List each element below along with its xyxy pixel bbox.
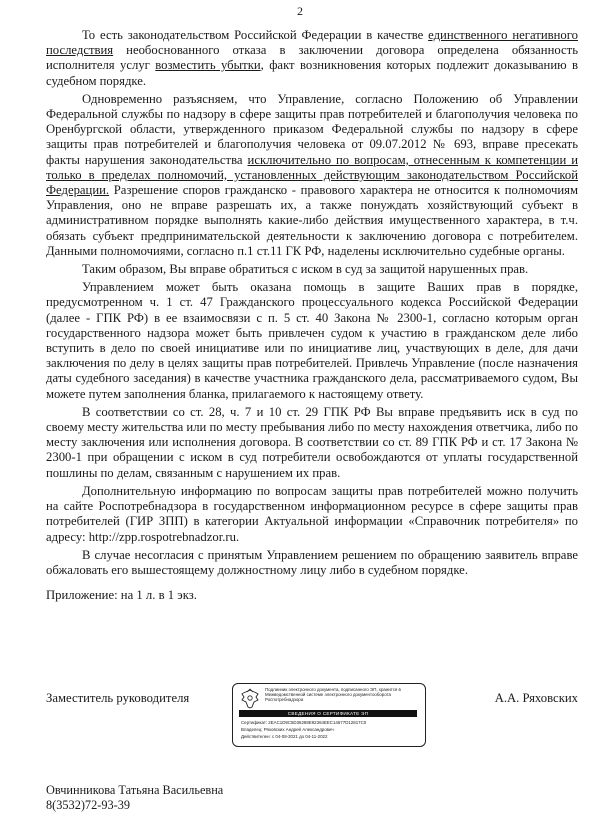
- paragraph-2-text-b: Разрешение споров гражданско - правового характера не относится к полномочиям Управления, оно не вправе разрешать их, а также понуждать хозяйствующий субъект в административном порядке выполнять какие-либо действия имущественного характера, в т.ч. обязать субъект предпринимательской деятельности к заключению договора с потребителем. Данными полномочиями, согласно п.1 ст.11 ГК РФ, наделены исключительно судебные органы.: [46, 183, 578, 258]
- letter-body: [46, 28, 578, 606]
- stamp-owner: Владелец: Ряховских Андрей Александрович: [241, 726, 334, 732]
- executor-block: [46, 783, 223, 813]
- stamp-certificate: Сертификат: 2EAC1D9C5D36288E92364EEC14677D12817C0: [241, 720, 367, 725]
- paragraph-2: [46, 92, 578, 259]
- electronic-signature-stamp: [232, 683, 426, 747]
- paragraph-6: Дополнительную информацию по вопросам защиты прав потребителей можно получить на сайте Роспотребнадзора в государственном информационном ресурсе в сфере защиты прав потребителей (ГИР ЗПП) в категории Актуальной информации «Справочник потребителя» по адресу: http://zpp.rospotrebnadzor.ru.: [46, 483, 578, 544]
- paragraph-1-text-a: То есть законодательством Российской Федерации в качестве: [82, 28, 429, 42]
- paragraph-1-text-b: необоснованного отказа в заключении договора определена обязанность исполнителя услуг: [46, 43, 578, 73]
- stamp-note: Подлинник электронного документа, подписанного ЭП, хранится в Межведомственной системе электронного документооборота Роспотребнадзора: [265, 687, 401, 703]
- coat-of-arms-icon: [239, 688, 261, 710]
- signer-name: А.А. Ряховских: [494, 691, 578, 705]
- paragraph-4: Управлением может быть оказана помощь в защите Ваших прав в порядке, предусмотренном ч. 1 ст. 47 Гражданского процессуального кодекса Российской Федерации (далее - ГПК РФ) в ее взаимосвязи с п. 5 ст. 40 Закона № 2300-1, согласно которым орган государственного надзора может быть привлечен судом к участию в гражданском деле либо вступить в дело по своей инициативе или по инициативе лиц, участвующих в деле, для дачи заключения по делу в целях защиты прав потребителей. Привлечь Управление (после назначения даты судебного заседания) в качестве участника гражданского дела, рассматриваемого судом, Вы можете путем заполнения бланка, прилагаемого к настоящему ответу.: [46, 280, 578, 401]
- paragraph-1-underline-a: единственного негативного последствия: [46, 28, 578, 58]
- paragraph-1-underline-b: возместить убытки: [155, 58, 261, 73]
- stamp-validity: Действителен: с 04-08-2021 до 04-11-2022: [241, 733, 328, 739]
- stamp-details: [241, 720, 419, 740]
- paragraph-2-underline: исключительно по вопросам, отнесенным к компетенции и только в пределах полномочий, установленных действующим законодательством Российской Федерации.: [46, 152, 578, 198]
- executor-name: Овчинникова Татьяна Васильевна: [46, 783, 224, 797]
- paragraph-3: Таким образом, Вы вправе обратиться с иском в суд за защитой нарушенных прав.: [82, 262, 529, 277]
- executor-phone: 8(3532)72-93-39: [46, 798, 131, 812]
- paragraph-1: [46, 28, 578, 89]
- paragraph-5: В соответствии со ст. 28, ч. 7 и 10 ст. 29 ГПК РФ Вы вправе предъявить иск в суд по своему месту жительства или по месту пребывания либо по месту нахождения ответчика, либо по месту заключения или исполнения договора. В соответствии со ст. 89 ГПК РФ и ст. 17 Закона № 2300-1 при обращении с иском в суд потребители освобождаются от уплаты государственной пошлины по делам, связанным с нарушением их прав.: [46, 404, 578, 480]
- stamp-header: СВЕДЕНИЯ О СЕРТИФИКАТЕ ЭП: [239, 710, 417, 717]
- paragraph-2-text-a: Одновременно разъясняем, что Управление, согласно Положению об Управлении Федеральной службы по надзору в сфере защиты прав потребителей и благополучия человека по Оренбургской области, утвержденного приказом Федеральной службы по надзору в сфере защиты прав потребителей и благополучия человека от 09.07.2012 № 693, вправе пресекать факты нарушения законодательства: [46, 91, 578, 167]
- page-number: 2: [297, 4, 303, 18]
- signature-block: [46, 683, 578, 763]
- signer-title: Заместитель руководителя: [46, 691, 190, 705]
- paragraph-1-text-c: , факт возникновения которых подлежит доказыванию в судебном порядке.: [46, 58, 578, 88]
- paragraph-7: В случае несогласия с принятым Управлением решением по обращению заявитель вправе обжаловать его вышестоящему должностному лицу либо в судебном порядке.: [46, 547, 578, 577]
- attachment-note: Приложение: на 1 л. в 1 экз.: [46, 588, 197, 603]
